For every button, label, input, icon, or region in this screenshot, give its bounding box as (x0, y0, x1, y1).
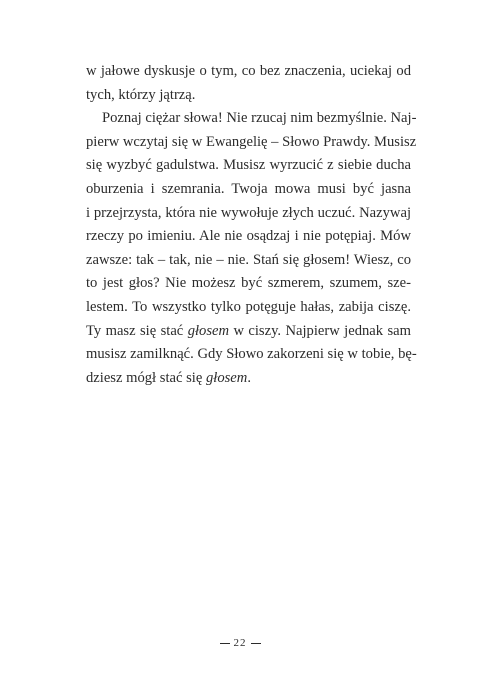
text-line: lestem. To wszystko tylko potęguje hałas, zabija ciszę. (86, 298, 411, 315)
body-text (86, 60, 417, 390)
text-run: dziesz mógł stać się (86, 369, 206, 386)
text-run: . (247, 369, 251, 386)
text-run: w ciszy. Najpierw jednak sam (229, 322, 411, 339)
text-line: oburzenia i szemrania. Twoja mowa musi być jasna (86, 180, 411, 197)
text-line: rzeczy po imieniu. Ale nie osądzaj i nie potępiaj. Mów (86, 228, 411, 245)
text-line: Poznaj ciężar słowa! Nie rzucaj nim bezmyślnie. Naj- (102, 110, 417, 127)
text-line: w jałowe dyskusje o tym, co bez znaczenia, uciekaj od (86, 63, 411, 79)
text-line: tych, którzy jątrzą. (86, 86, 196, 103)
text-line: zawsze: tak – tak, nie – nie. Stań się głosem! Wiesz, co (86, 251, 411, 268)
folio-dash-right (251, 643, 261, 644)
text-line (86, 320, 411, 344)
emphasis-text: głosem (205, 369, 248, 386)
text-line: pierw wczytaj się w Ewangelię – Słowo Prawdy. Musisz (86, 133, 417, 150)
text-line: się wyzbyć gadulstwa. Musisz wyrzucić z siebie ducha (86, 157, 411, 174)
emphasis-text: głosem (187, 322, 230, 339)
folio-dash-left (220, 643, 230, 644)
page-number: 22 (233, 637, 247, 649)
page-number-footer (0, 637, 480, 649)
text-line: i przejrzysta, która nie wywołuje złych uczuć. Nazywaj (86, 204, 411, 221)
text-line: musisz zamilknąć. Gdy Słowo zakorzeni się w tobie, bę- (86, 346, 417, 363)
text-line (86, 367, 411, 391)
text-run: Ty masz się stać (86, 322, 188, 339)
text-line: to jest głos? Nie możesz być szmerem, szumem, sze- (86, 275, 411, 292)
